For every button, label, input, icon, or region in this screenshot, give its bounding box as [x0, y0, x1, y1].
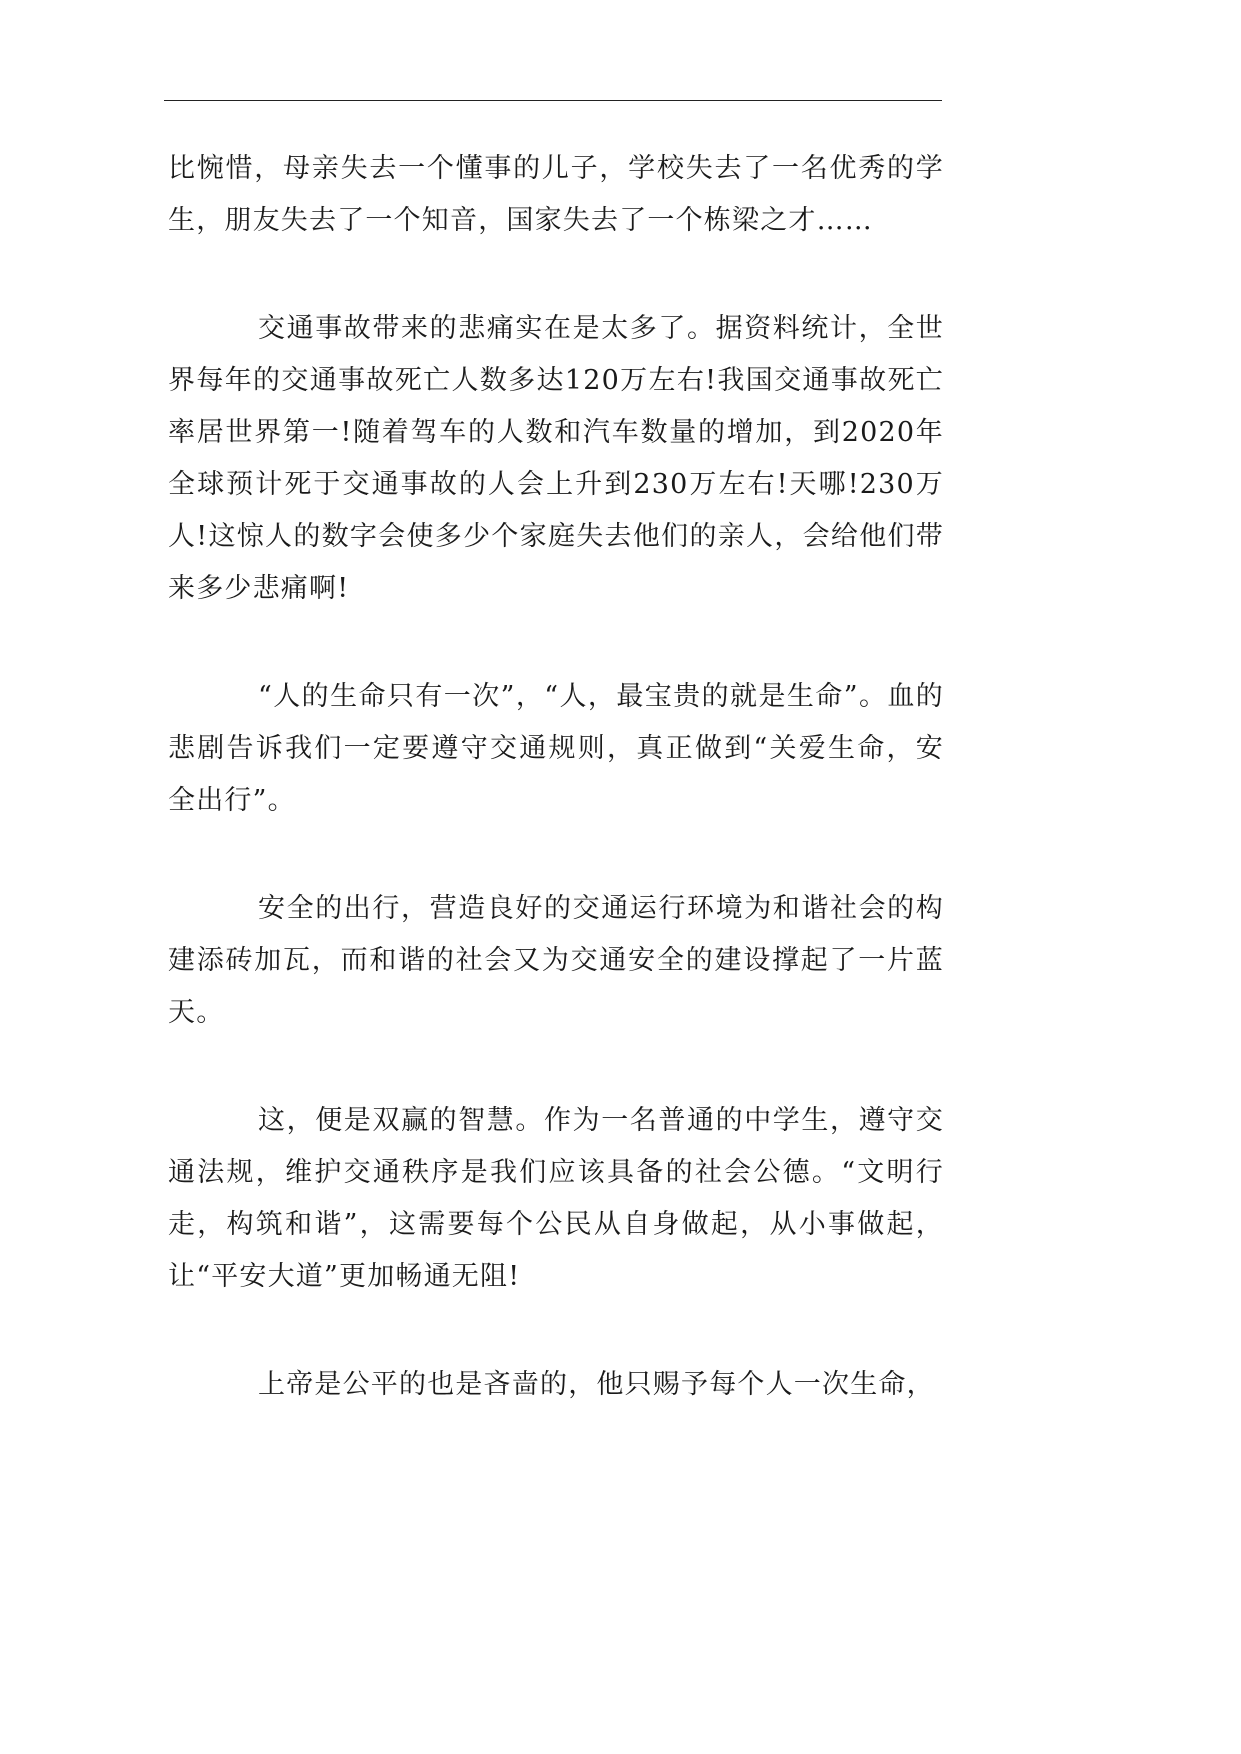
paragraph-harmonious-society: 安全的出行，营造良好的交通运行环境为和谐社会的构建添砖加瓦，而和谐的社会又为交通安全的建设撑起了一片蓝天。 — [168, 893, 944, 1028]
paragraph-accident-statistics: 交通事故带来的悲痛实在是太多了。据资料统计，全世界每年的交通事故死亡人数多达120万左右!我国交通事故死亡率居世界第一!随着驾车的人数和汽车数量的增加，到2020年全球预计死于交通事故的人会上升到230万左右!天哪!230万人!这惊人的数字会使多少个家庭失去他们的亲人，会给他们带来多少悲痛啊! — [168, 313, 944, 604]
paragraph-value-of-life: “人的生命只有一次”，“人，最宝贵的就是生命”。血的悲剧告诉我们一定要遵守交通规则，真正做到“关爱生命，安全出行”。 — [168, 681, 944, 816]
paragraph-closing-start: 上帝是公平的也是吝啬的，他只赐予每个人一次生命， — [258, 1369, 935, 1400]
header-rule — [164, 100, 942, 101]
document-body — [168, 143, 944, 1411]
paragraph-continued: 比惋惜，母亲失去一个懂事的儿子，学校失去了一名优秀的学生，朋友失去了一个知音，国家失去了一个栋梁之才…… — [168, 153, 944, 236]
paragraph-student-duty: 这，便是双赢的智慧。作为一名普通的中学生，遵守交通法规，维护交通秩序是我们应该具备的社会公德。“文明行走，构筑和谐”，这需要每个公民从自身做起，从小事做起，让“平安大道”更加畅通无阻! — [168, 1105, 944, 1292]
